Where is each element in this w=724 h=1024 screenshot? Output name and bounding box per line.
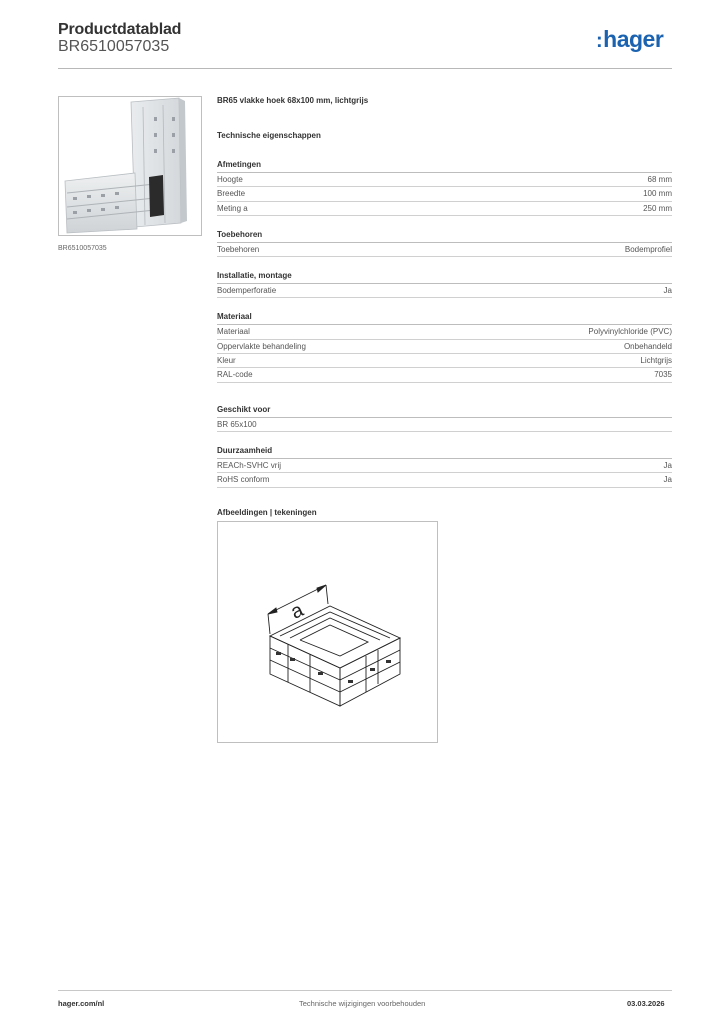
spec-row: [217, 243, 672, 257]
document-title: Productdatablad: [58, 21, 182, 38]
spec-label: Kleur: [217, 356, 236, 366]
spec-value: Polyvinylchloride (PVC): [588, 327, 672, 337]
section-title: Toebehoren: [217, 230, 672, 243]
footer-url-link[interactable]: hager.com/nl: [58, 999, 105, 1008]
spec-row: [217, 202, 672, 216]
spec-label: BR 65x100: [217, 419, 257, 429]
product-photo-image: [59, 97, 201, 235]
spec-label: Toebehoren: [217, 244, 260, 254]
spec-value: 7035: [654, 370, 672, 380]
spec-row: [217, 354, 672, 368]
spec-value: 250 mm: [643, 203, 672, 213]
section-material: [217, 312, 672, 382]
spec-row: [217, 459, 672, 473]
spec-label: Hoogte: [217, 175, 243, 184]
footer-disclaimer: Technische wijzigingen voorbehouden: [299, 999, 426, 1008]
section-title: Geschikt voor: [217, 405, 672, 418]
product-photo: [58, 96, 202, 236]
photo-caption: BR6510057035: [58, 245, 107, 252]
spec-row: [217, 284, 672, 298]
spec-row: [217, 473, 672, 487]
spec-row: [217, 368, 672, 382]
technical-properties-heading: Technische eigenschappen: [217, 131, 321, 140]
dimension-label: a: [287, 598, 307, 624]
header-divider: [58, 68, 672, 69]
spec-value: 68 mm: [647, 175, 672, 184]
logo-text: hager: [603, 26, 664, 52]
spec-label: REACh-SVHC vrij: [217, 460, 282, 470]
spec-value: Ja: [663, 475, 672, 485]
spec-row: [217, 418, 672, 432]
spec-value: Onbehandeld: [623, 341, 672, 351]
technical-drawing: [217, 521, 438, 743]
product-name: BR65 vlakke hoek 68x100 mm, lichtgrijs: [217, 96, 369, 105]
spec-label: RoHS conform: [217, 475, 270, 485]
spec-label: Bodemperforatie: [217, 286, 277, 296]
drawings-heading: Afbeeldingen | tekeningen: [217, 507, 317, 517]
spec-label: RAL-code: [217, 370, 253, 380]
corner-drawing: [218, 522, 437, 742]
spec-value: Ja: [663, 460, 672, 470]
section-suitable-for: [217, 405, 672, 432]
section-title: Afmetingen: [217, 160, 672, 173]
spec-label: Oppervlakte behandeling: [217, 341, 306, 351]
spec-row: [217, 187, 672, 201]
specifications: [217, 96, 672, 520]
section-title: Installatie, montage: [217, 271, 672, 284]
spec-value: Bodemprofiel: [624, 244, 672, 254]
section-dimensions: [217, 160, 672, 216]
section-sustainability: [217, 446, 672, 488]
footer-divider: [58, 990, 672, 991]
spec-label: Materiaal: [217, 327, 250, 337]
section-title: Duurzaamheid: [217, 446, 672, 459]
spec-row: [217, 325, 672, 339]
product-number: BR6510057035: [58, 38, 170, 55]
hager-logo: [596, 28, 663, 51]
spec-value: Lichtgrijs: [640, 356, 672, 366]
spec-row: [217, 340, 672, 354]
spec-label: Meting a: [217, 203, 248, 213]
spec-value: 100 mm: [643, 189, 672, 199]
section-accessories: [217, 230, 672, 257]
logo-colon-icon: :: [596, 30, 603, 52]
spec-label: Breedte: [217, 189, 246, 199]
spec-value: Ja: [663, 286, 672, 296]
footer-date: 03.03.2026: [627, 999, 665, 1008]
section-installation: [217, 271, 672, 298]
section-title: Materiaal: [217, 312, 672, 325]
spec-row: [217, 173, 672, 187]
